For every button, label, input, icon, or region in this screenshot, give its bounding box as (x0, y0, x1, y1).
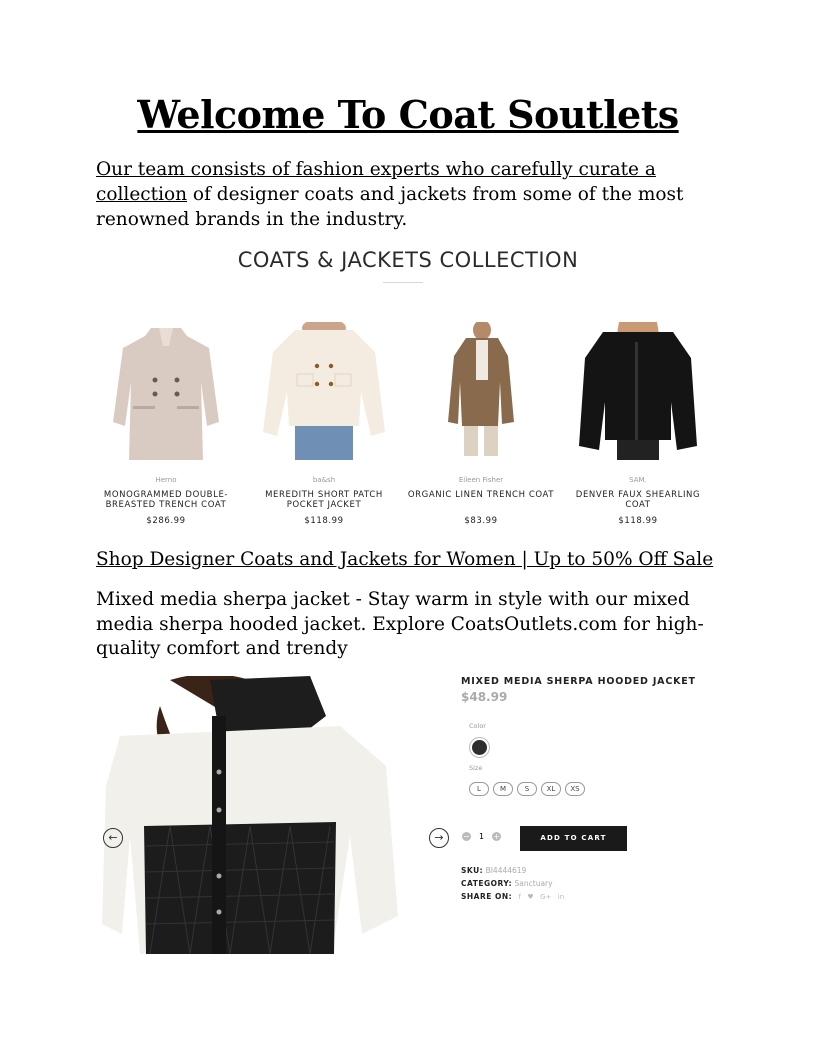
add-to-cart-button[interactable]: ADD TO CART (520, 826, 627, 851)
size-label: Size (469, 764, 483, 772)
product-name[interactable]: ORGANIC LINEN TRENCH COAT (407, 490, 555, 500)
hero-product-image (100, 676, 400, 954)
product-description: Mixed media sherpa jacket - Stay warm in style with our mixed media sherpa hooded jacket. Explore CoatsOutlets.com for high-quality comfort and trendy (96, 589, 704, 659)
collection-divider (383, 282, 423, 283)
shop-link[interactable]: Shop Designer Coats and Jackets for Women | Up to 50% Off Sale (96, 549, 714, 570)
quantity-stepper (462, 832, 501, 841)
product-price: $118.99 (618, 516, 658, 526)
product-card[interactable] (249, 322, 399, 526)
size-options (469, 782, 585, 796)
quantity-value[interactable]: 1 (479, 832, 485, 841)
twitter-icon[interactable]: ♥ (527, 893, 534, 901)
arrow-left-icon[interactable]: ← (103, 828, 123, 848)
product-image[interactable] (259, 322, 389, 460)
minus-icon[interactable]: − (463, 832, 470, 841)
size-option[interactable]: XS (565, 782, 585, 796)
size-option[interactable]: L (469, 782, 489, 796)
page-title: Welcome To Coat Soutlets (137, 92, 679, 137)
product-name[interactable]: DENVER FAUX SHEARLING COAT (575, 490, 701, 510)
product-image[interactable] (573, 322, 703, 460)
product-image[interactable] (101, 322, 231, 460)
size-option[interactable]: S (517, 782, 537, 796)
size-option[interactable]: M (493, 782, 513, 796)
sku-value: BI4444619 (485, 866, 527, 875)
category-label: CATEGORY: (461, 879, 513, 888)
product-title: MIXED MEDIA SHERPA HOODED JACKET (461, 676, 696, 687)
product-brand: Eileen Fisher (458, 476, 504, 484)
color-label: Color (469, 722, 486, 730)
product-image[interactable] (416, 322, 546, 460)
product-price: $286.99 (146, 516, 186, 526)
product-price: $83.99 (464, 516, 498, 526)
intro-paragraph (96, 157, 716, 232)
sku-row (461, 866, 526, 875)
category-link[interactable]: Sanctuary (514, 879, 553, 888)
product-card[interactable] (91, 322, 241, 526)
product-card[interactable] (406, 322, 556, 526)
arrow-right-icon[interactable]: → (429, 828, 449, 848)
plus-icon[interactable]: + (493, 832, 500, 841)
facebook-icon[interactable]: f (518, 893, 522, 901)
share-row (461, 892, 564, 901)
product-price: $118.99 (304, 516, 344, 526)
product-name[interactable]: MONOGRAMMED DOUBLE-BREASTED TRENCH COAT (103, 490, 229, 510)
product-brand: ba&sh (312, 476, 336, 484)
sku-label: SKU: (461, 866, 484, 875)
intro-link[interactable]: Our team consists of fashion experts who carefully curate a collection (96, 159, 656, 205)
product-card[interactable] (563, 322, 713, 526)
product-name[interactable]: MEREDITH SHORT PATCH POCKET JACKET (265, 490, 383, 510)
category-row (461, 879, 553, 888)
linkedin-icon[interactable]: in (557, 893, 565, 901)
size-option[interactable]: XL (541, 782, 561, 796)
collection-title: COATS & JACKETS COLLECTION (237, 248, 579, 272)
color-swatch[interactable] (472, 740, 487, 755)
share-label: SHARE ON: (461, 892, 513, 901)
product-brand: SAM. (629, 476, 647, 484)
intro-text: of designer coats and jackets from some of the most renowned brands in the industry. (96, 184, 684, 230)
product-brand: Herno (155, 476, 177, 484)
product-price: $48.99 (461, 690, 508, 704)
google-plus-icon[interactable]: G+ (540, 893, 552, 901)
